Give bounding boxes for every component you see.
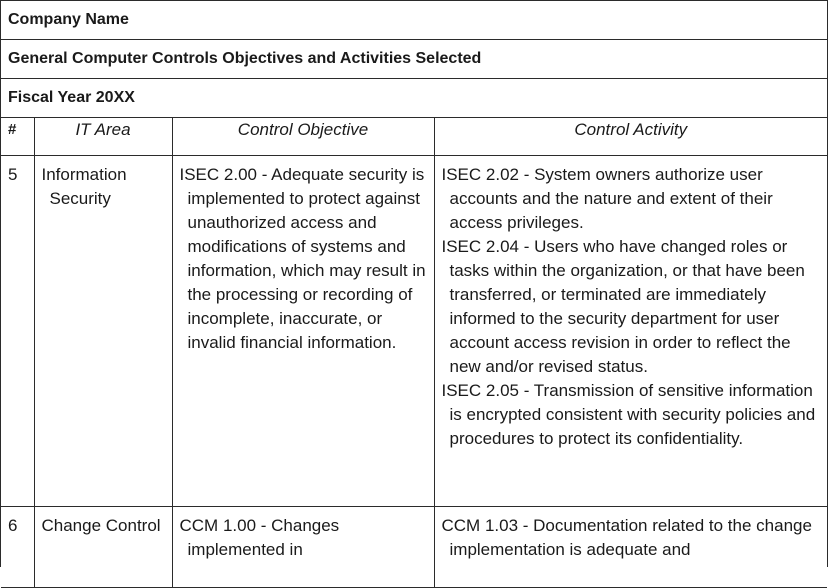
controls-table [1, 118, 827, 588]
control-activity: ISEC 2.04 - Users who have changed roles or tasks within the organization, or that have been transferred, or terminated are immediately informed to the security department for user account access revision in order to reflect the new and/or revised status. [441, 237, 805, 376]
document-title: General Computer Controls Objectives and Activities Selected [8, 50, 482, 67]
row-number: 5 [8, 165, 18, 184]
fiscal-year: Fiscal Year 20XX [8, 89, 135, 106]
column-header-control-objective: Control Objective [172, 118, 434, 156]
table-header-row [1, 118, 827, 156]
control-objective: CCM 1.00 - Changes implemented in [179, 516, 340, 559]
column-header-number: # [1, 118, 34, 156]
control-activity: ISEC 2.05 - Transmission of sensitive information is encrypted consistent with security policies and procedures to protect its confidentiality. [441, 381, 816, 448]
control-activity: ISEC 2.02 - System owners authorize user accounts and the nature and extent of their access privileges. [441, 165, 773, 232]
control-activity: CCM 1.03 - Documentation related to the change implementation is adequate and [441, 516, 812, 559]
fiscal-year-row [1, 79, 827, 118]
control-activity-cell [434, 156, 827, 507]
column-header-control-activity: Control Activity [434, 118, 827, 156]
control-objective-cell [172, 156, 434, 507]
company-name-row [1, 1, 827, 40]
document-title-row [1, 40, 827, 79]
control-activity-cell [434, 507, 827, 588]
control-objective: ISEC 2.00 - Adequate security is implemented to protect against unauthorized access and modifications of systems and information, which may result in the processing or recording of incomplete, inaccurate, or invalid financial information. [179, 165, 426, 352]
it-area: Information Security [41, 165, 127, 208]
control-objective-cell [172, 507, 434, 588]
it-area: Change Control [41, 516, 161, 535]
row-number-cell [1, 156, 34, 507]
table-row [1, 156, 827, 507]
column-header-it-area: IT Area [34, 118, 172, 156]
row-number: 6 [8, 516, 18, 535]
row-number-cell [1, 507, 34, 588]
it-area-cell [34, 507, 172, 588]
table-row [1, 507, 827, 588]
company-name: Company Name [8, 11, 129, 28]
it-area-cell [34, 156, 172, 507]
